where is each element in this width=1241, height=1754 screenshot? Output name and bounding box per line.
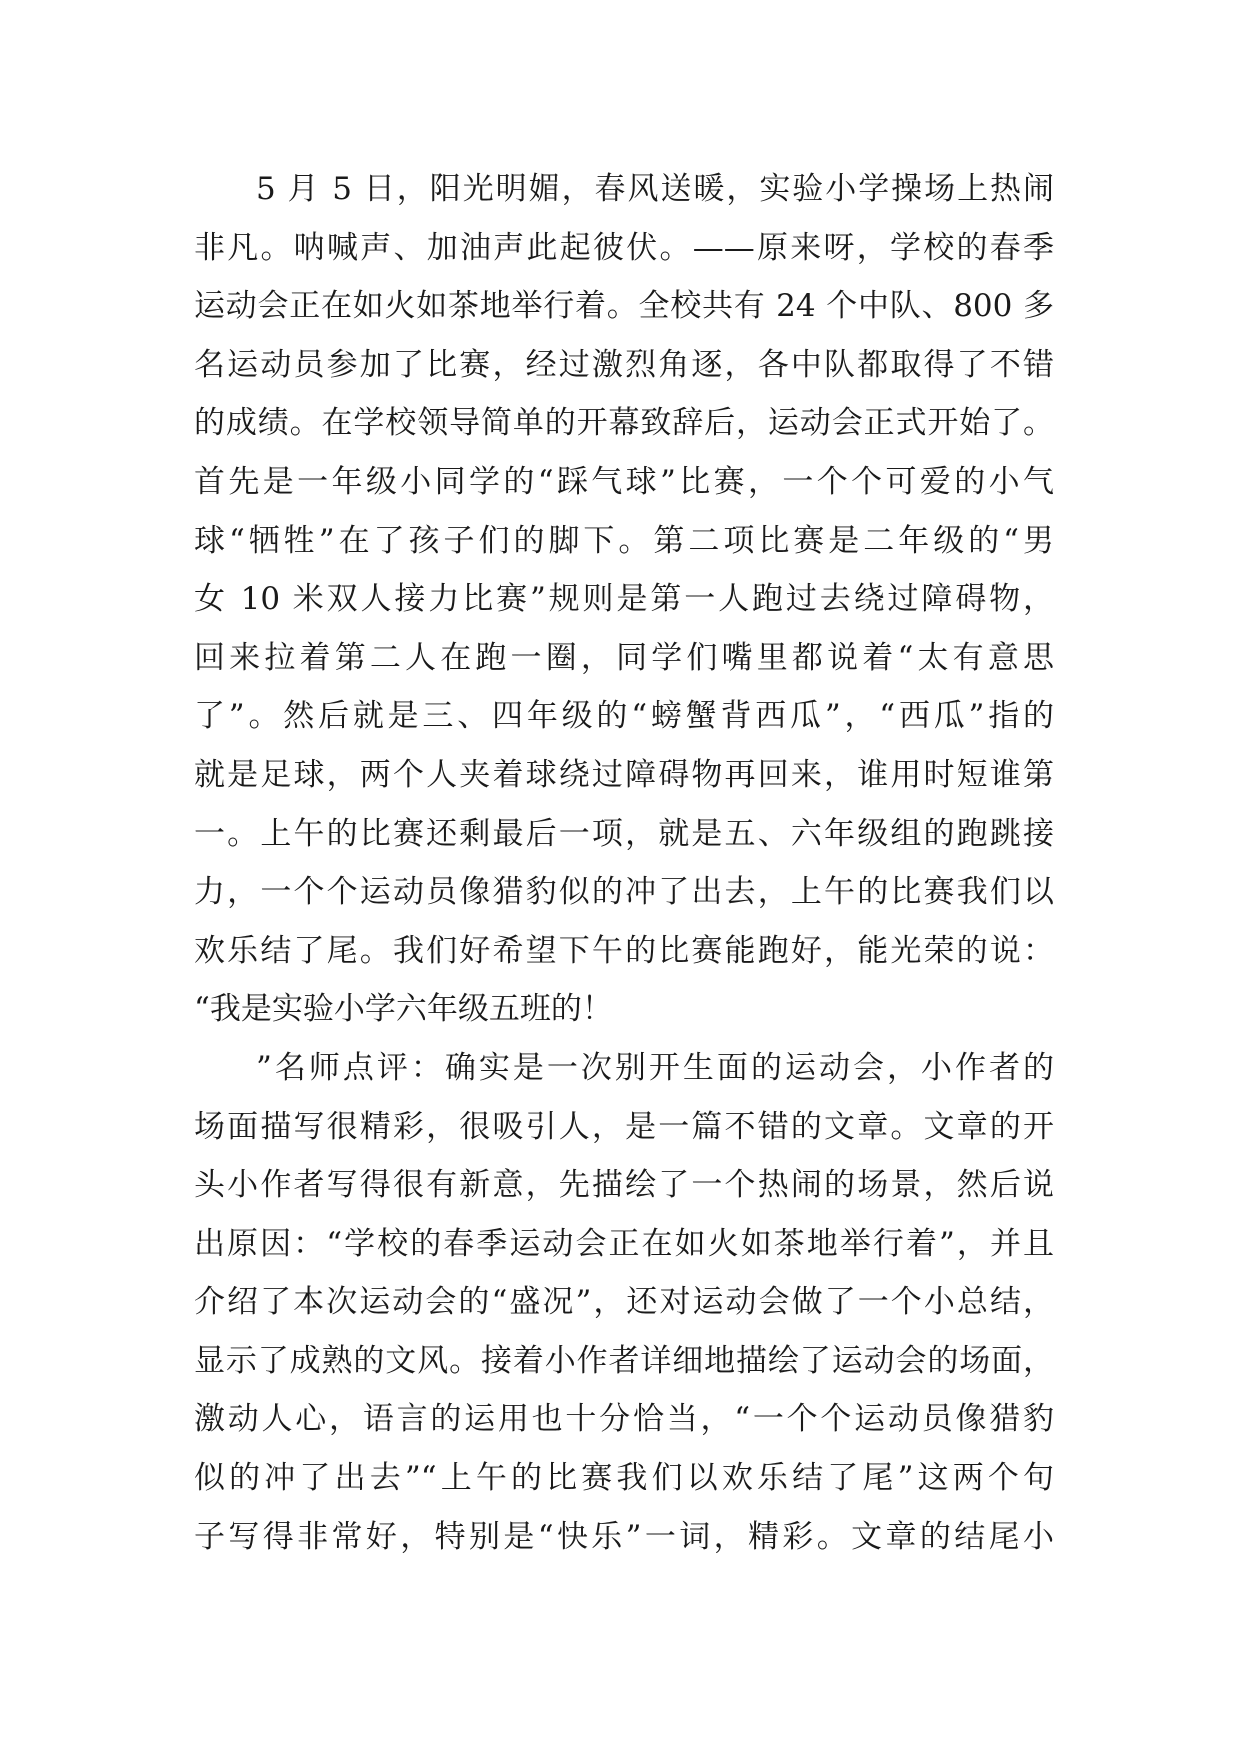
text-line: 激动人心，语言的运用也十分恰当，“一个个运动员像猎豹 — [194, 1401, 1054, 1438]
text-line: 力，一个个运动员像猎豹似的冲了出去，上午的比赛我们以 — [194, 874, 1054, 911]
text-line: 显示了成熟的文风。接着小作者详细地描绘了运动会的场面， — [194, 1342, 1054, 1379]
text-line: 出原因：“学校的春季运动会正在如火如茶地举行着”，并且 — [194, 1225, 1054, 1262]
text-line: 就是足球，两个人夹着球绕过障碍物再回来，谁用时短谁第 — [194, 756, 1054, 793]
text-line: 子写得非常好，特别是“快乐”一词，精彩。文章的结尾小 — [194, 1518, 1054, 1555]
text-line: 首先是一年级小同学的“踩气球”比赛，一个个可爱的小气 — [194, 463, 1054, 500]
text-line: 头小作者写得很有新意，先描绘了一个热闹的场景，然后说 — [194, 1167, 1054, 1204]
text-line: 一。上午的比赛还剩最后一项，就是五、六年级组的跑跳接 — [194, 815, 1054, 852]
text-line: 的成绩。在学校领导简单的开幕致辞后，运动会正式开始了。 — [194, 405, 1054, 442]
text-line: 球“牺牲”在了孩子们的脚下。第二项比赛是二年级的“男 — [194, 522, 1054, 559]
text-line: 似的冲了出去”“上午的比赛我们以欢乐结了尾”这两个句 — [194, 1460, 1054, 1497]
text-line: 回来拉着第二人在跑一圈，同学们嘴里都说着“太有意思 — [194, 639, 1054, 676]
text-line: 欢乐结了尾。我们好希望下午的比赛能跑好，能光荣的说： — [194, 932, 1054, 969]
text-line: 女 10 米双人接力比赛”规则是第一人跑过去绕过障碍物， — [194, 581, 1054, 618]
text-line: 名运动员参加了比赛，经过激烈角逐，各中队都取得了不错 — [194, 346, 1054, 383]
text-line: 非凡。呐喊声、加油声此起彼伏。——原来呀，学校的春季 — [194, 229, 1054, 266]
text-line: 5 月 5 日，阳光明媚，春风送暖，实验小学操场上热闹 — [256, 171, 1054, 207]
text-line: 运动会正在如火如茶地举行着。全校共有 24 个中队、800 多 — [194, 288, 1054, 325]
text-line: “我是实验小学六年级五班的！ — [194, 991, 613, 1028]
text-line: ”名师点评：确实是一次别开生面的运动会，小作者的 — [256, 1049, 1054, 1086]
text-line: 介绍了本次运动会的“盛况”，还对运动会做了一个小总结， — [194, 1284, 1054, 1321]
text-line: 了”。然后就是三、四年级的“螃蟹背西瓜”，“西瓜”指的 — [194, 698, 1054, 735]
text-line: 场面描写很精彩，很吸引人，是一篇不错的文章。文章的开 — [194, 1108, 1054, 1145]
article-body — [194, 160, 1054, 1566]
